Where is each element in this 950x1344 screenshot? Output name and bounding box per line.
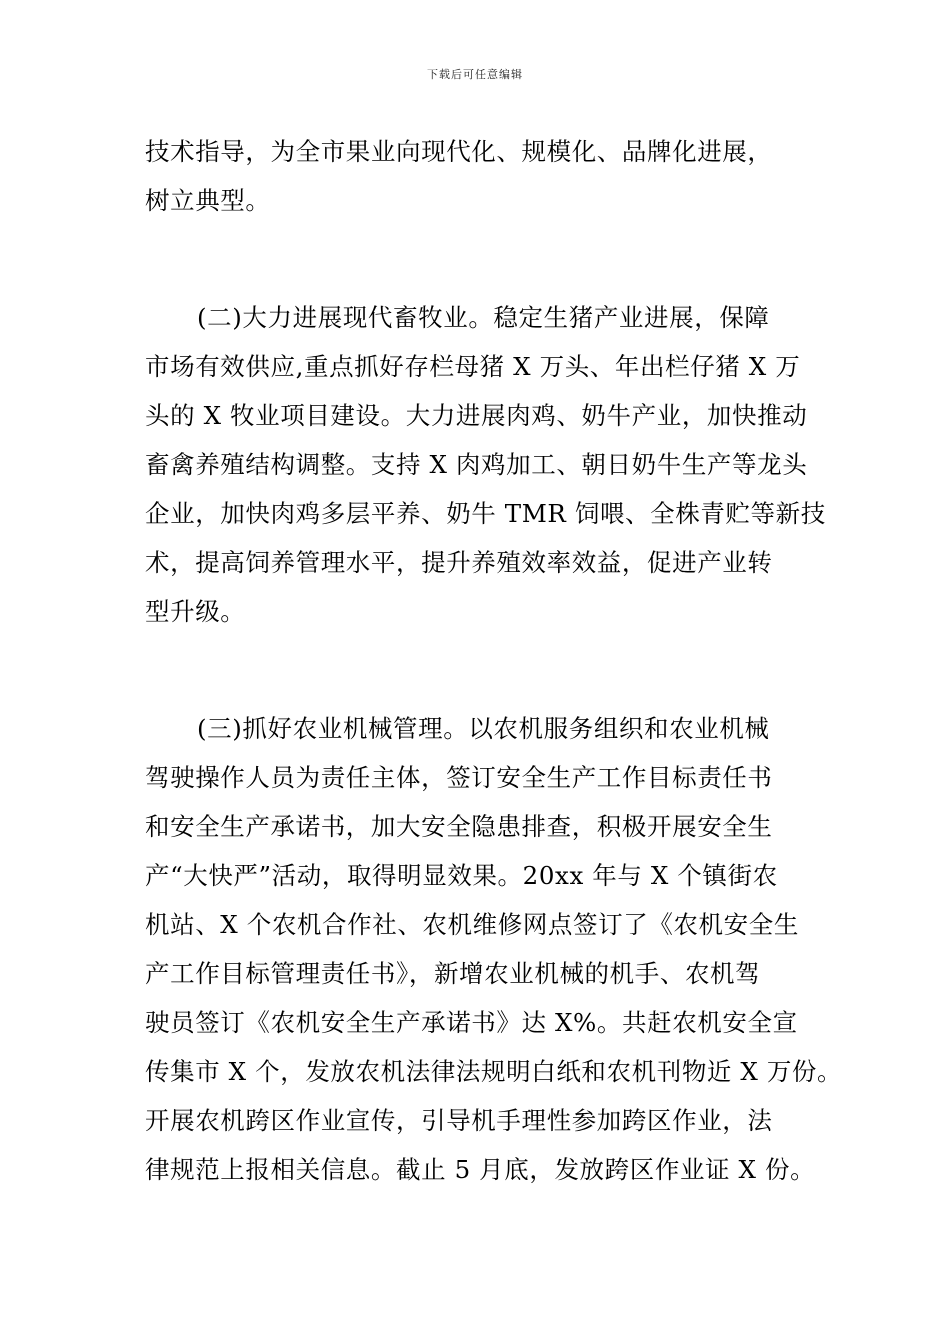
- paragraph-2: [145, 293, 835, 636]
- text-line: 技术指导，为全市果业向现代化、规模化、品牌化进展，: [145, 137, 773, 166]
- text-line: 传集市 X 个，发放农机法律法规明白纸和农机刊物近 X 万份。: [145, 1057, 843, 1086]
- text-line: 型升级。: [145, 597, 246, 626]
- page-header: 下载后可任意编辑: [427, 68, 523, 81]
- paragraph-spacing: [145, 225, 835, 293]
- text-line: 术，提高饲养管理水平，提升养殖效率效益，促进产业转: [145, 548, 773, 577]
- text-line: 畜禽养殖结构调整。支持 X 肉鸡加工、朝日奶牛生产等龙头: [145, 450, 808, 479]
- text-line: 头的 X 牧业项目建设。大力进展肉鸡、奶牛产业，加快推动: [145, 401, 808, 430]
- document-body: [145, 127, 843, 1194]
- paragraph-spacing: [145, 636, 835, 704]
- text-line: (三)抓好农业机械管理。以农机服务组织和农业机械: [197, 714, 770, 743]
- paragraph-1: [145, 127, 835, 225]
- text-line: 市场有效供应,重点抓好存栏母猪 X 万头、年出栏仔猪 X 万: [145, 352, 801, 381]
- text-line: 驶员签订《农机安全生产承诺书》达 X%。共赶农机安全宣: [145, 1008, 798, 1037]
- text-line: (二)大力进展现代畜牧业。稳定生猪产业进展，保障: [197, 303, 770, 332]
- text-line: 树立典型。: [145, 186, 271, 215]
- text-line: 产“大快严”活动，取得明显效果。20xx 年与 X 个镇街农: [145, 861, 778, 890]
- text-line: 机站、X 个农机合作社、农机维修网点签订了《农机安全生: [145, 910, 799, 939]
- text-line: 开展农机跨区作业宣传，引导机手理性参加跨区作业，法: [145, 1106, 773, 1135]
- text-line: 律规范上报相关信息。截止 5 月底，发放跨区作业证 X 份。: [145, 1155, 816, 1184]
- paragraph-3: [145, 704, 843, 1194]
- text-line: 驾驶操作人员为责任主体，签订安全生产工作目标责任书: [145, 763, 773, 792]
- text-line: 企业，加快肉鸡多层平养、奶牛 TMR 饲喂、全株青贮等新技: [145, 499, 826, 528]
- text-line: 产工作目标管理责任书》，新增农业机械的机手、农机驾: [145, 959, 761, 988]
- text-line: 和安全生产承诺书，加大安全隐患排查，积极开展安全生: [145, 812, 773, 841]
